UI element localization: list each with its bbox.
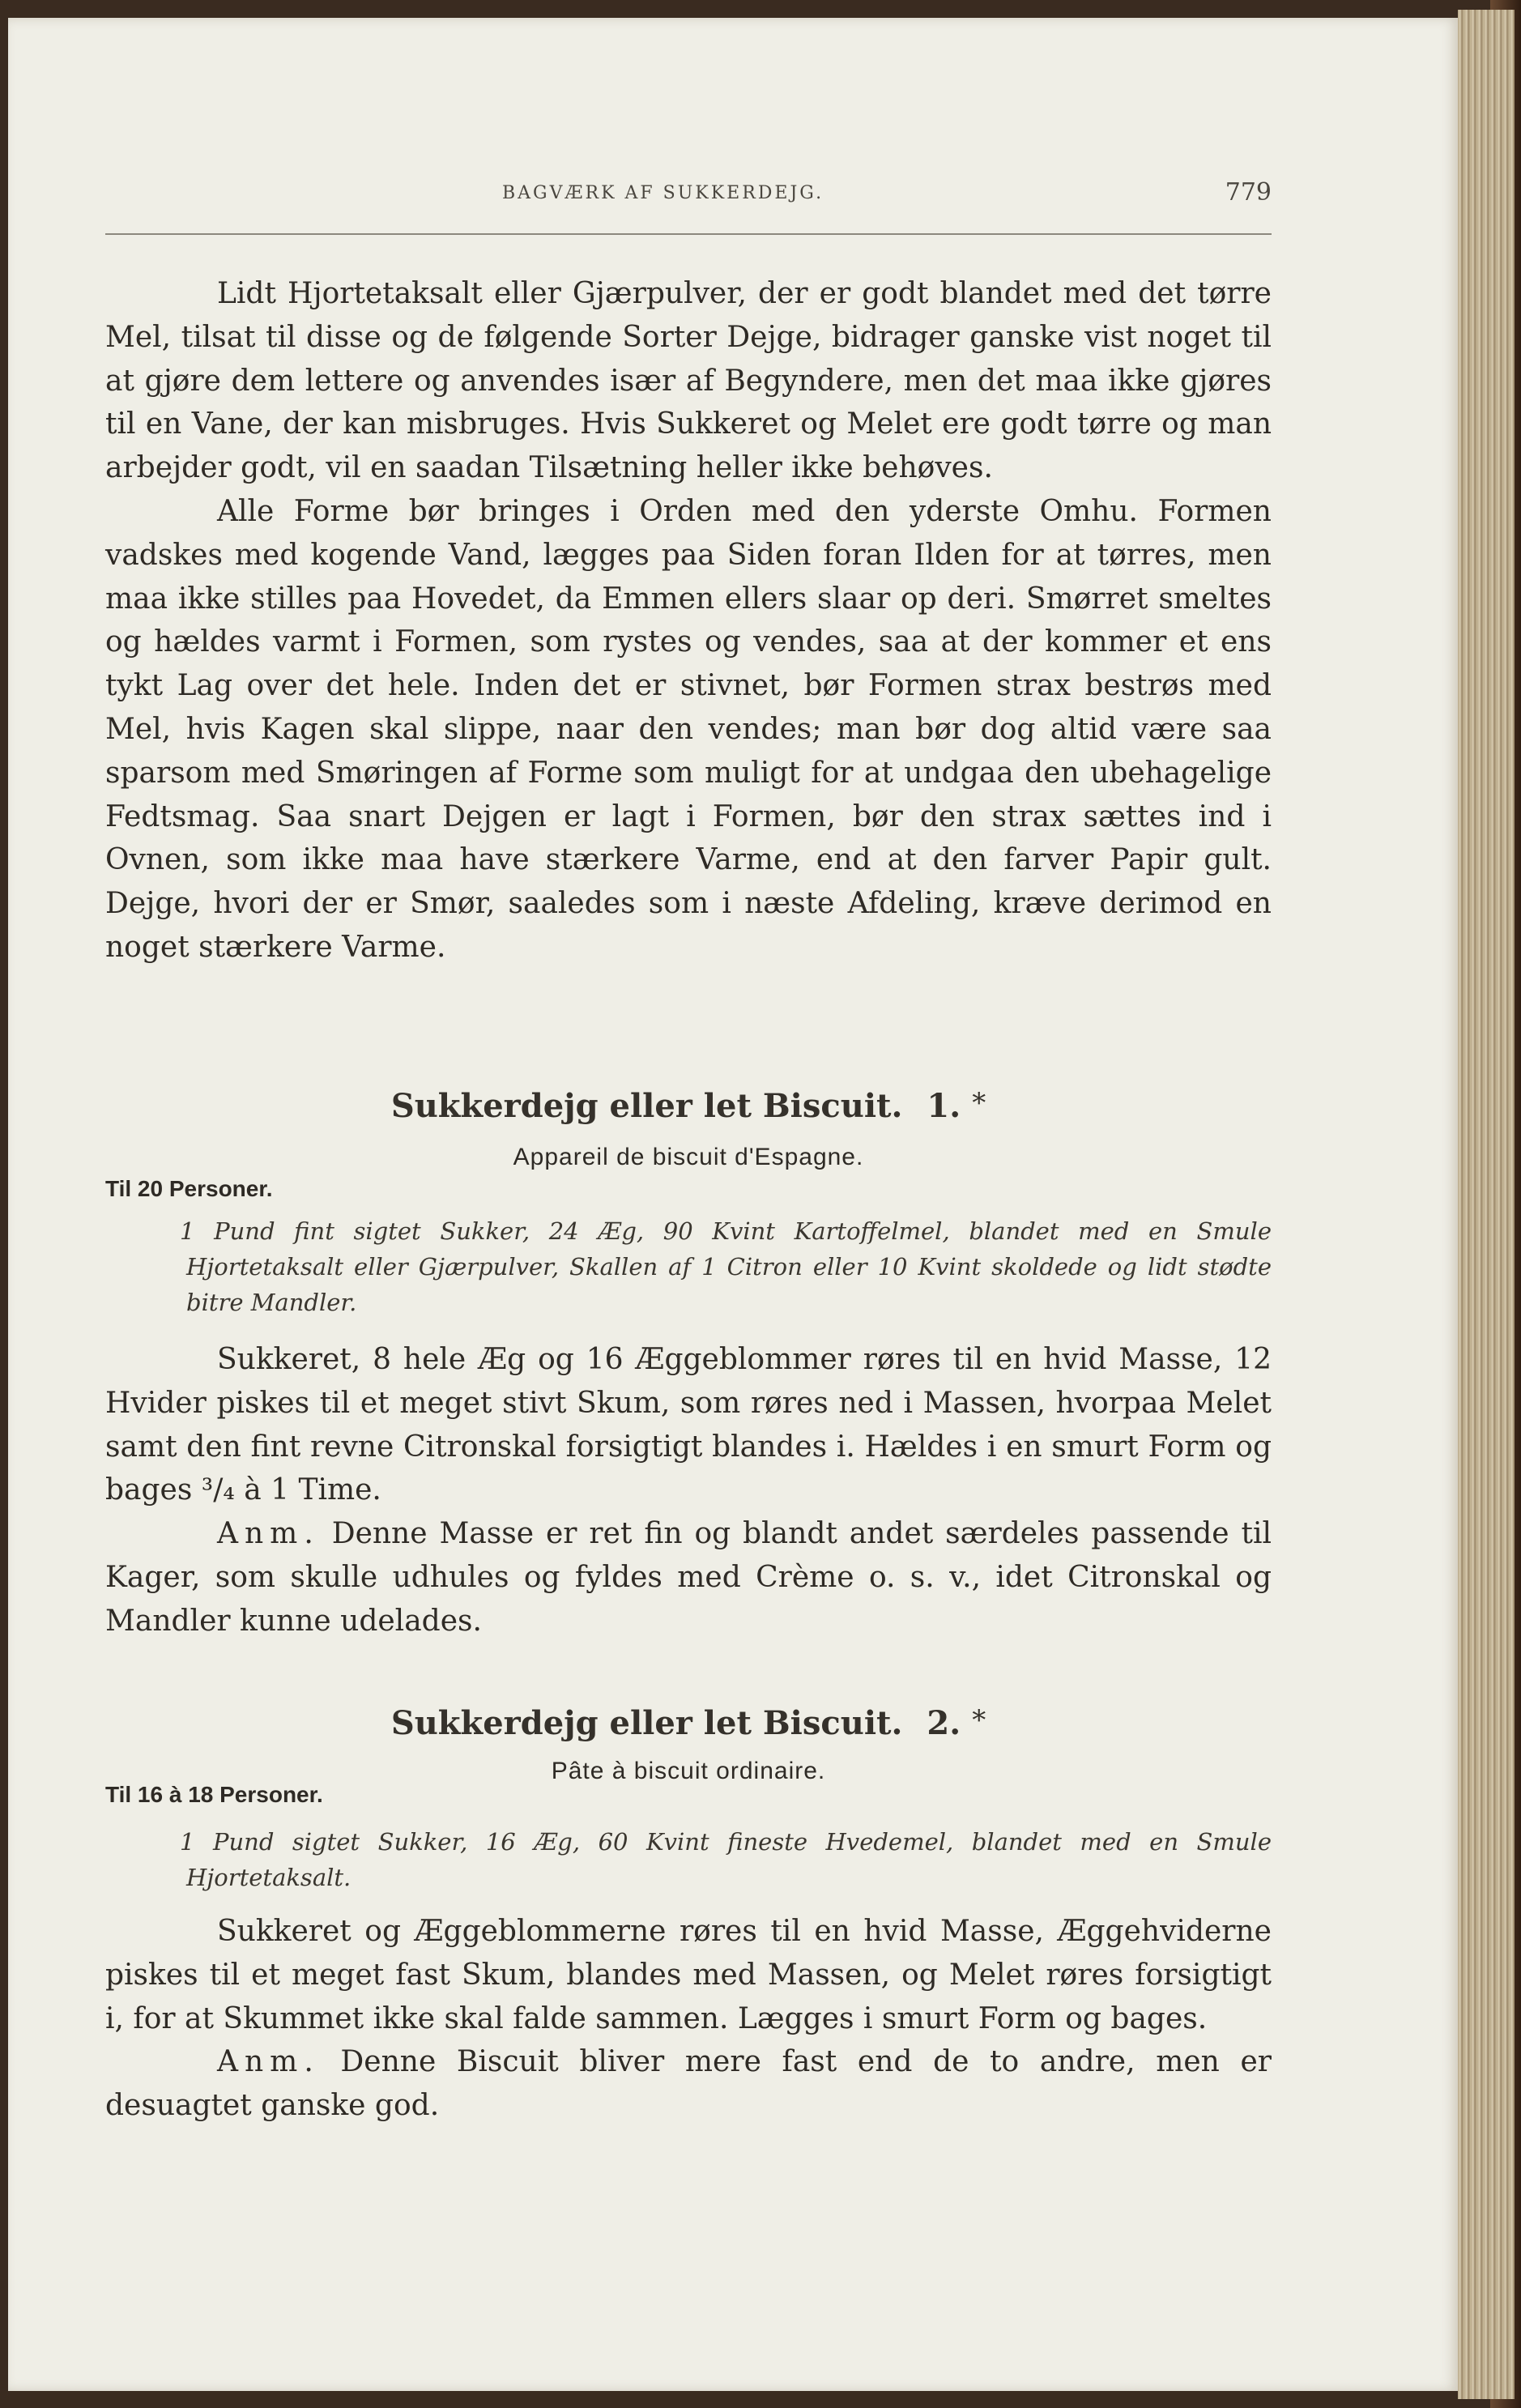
intro-paragraph-2: Alle Forme bør bringes i Orden med den yderste Omhu. Formen vadskes med kogende Vand, lægges paa Siden foran Ilden for at tørres, men maa ikke stilles paa Hovedet, da Emmen ellers slaar op deri. Smørret smeltes og hældes varmt i Formen, som rystes og vendes, saa at der kommer et ens tykt Lag over det hele. Inden det er stivnet, bør Formen strax bestrøs med Mel, hvis Kagen skal slippe, naar den vendes; man bør dog altid være saa sparsom med Smøringen af Forme som muligt for at undgaa den ubehagelige Fedtsmag. Saa snart Dejgen er lagt i Formen, bør den strax sættes ind i Ovnen, som ikke maa have stærkere Varme, end at den farver Papir gult. Dejge, hvori der er Smør, saaledes som i næste Afdeling, kræve derimod en noget stærkere Varme. xyxy=(105,494,1272,964)
running-head: BAGVÆRK AF SUKKERDEJG. xyxy=(502,183,824,203)
intro-text xyxy=(105,272,1272,970)
recipe-1-title-text: Sukkerdejg eller let Biscuit. xyxy=(390,1087,903,1125)
recipe-1-method-text: Sukkeret, 8 hele Æg og 16 Æggeblommer røres til en hvid Masse, 12 Hvider piskes til et meget stivt Skum, som røres ned i Massen, hvorpaa Melet samt den fint revne Citronskal forsigtigt blandes i. Hældes i en smurt Form og bages ³/₄ à 1 Time. xyxy=(105,1343,1272,1507)
recipe-2-note-label: Anm. xyxy=(217,2045,320,2079)
recipe-1-ingredients xyxy=(180,1213,1272,1320)
recipe-2-subtitle: Pâte à biscuit ordinaire. xyxy=(551,1758,826,1784)
recipe-2-title xyxy=(105,1704,1272,1742)
recipe-1-note-label: Anm. xyxy=(217,1517,320,1551)
recipe-2-note xyxy=(105,2040,1272,2128)
recipe-2-method-text: Sukkeret og Æggeblommerne røres til en hvid Masse, Æggehviderne piskes til et meget fast Skum, blandes med Massen, og Melet røres forsigtigt i, for at Skummet ikke skal falde sammen. Lægges i smurt Form og bages. xyxy=(105,1915,1272,2035)
recipe-1-method xyxy=(105,1338,1272,1643)
recipe-1-subtitle: Appareil de biscuit d'Espagne. xyxy=(513,1144,864,1170)
page-stack-edge xyxy=(1458,10,1515,2399)
recipe-2-serves: Til 16 à 18 Personer. xyxy=(105,1782,323,1807)
recipe-1-star: * xyxy=(972,1087,986,1119)
header-rule xyxy=(105,233,1272,235)
recipe-2-method xyxy=(105,1910,1272,2128)
recipe-1-ingredients-text: 1 Pund fint sigtet Sukker, 24 Æg, 90 Kvint Kartoffelmel, blandet med en Smule Hjortetaksalt eller Gjærpulver, Skallen af 1 Citron eller 10 Kvint skoldede og lidt stødte bitre Mandler. xyxy=(180,1217,1272,1316)
recipe-2-star: * xyxy=(972,1704,986,1737)
recipe-2-number: 2. xyxy=(927,1704,961,1742)
recipe-2-ingredients-text: 1 Pund sigtet Sukker, 16 Æg, 60 Kvint fineste Hvedemel, blandet med en Smule Hjortetaksalt. xyxy=(180,1828,1272,1891)
recipe-2-ingredients xyxy=(180,1824,1272,1895)
recipe-1-serves: Til 20 Personer. xyxy=(105,1176,273,1201)
recipe-1-number: 1. xyxy=(927,1087,961,1125)
page-number: 779 xyxy=(1225,178,1272,207)
recipe-1-note-text: Denne Masse er ret fin og blandt andet særdeles passende til Kager, som skulle udhules og fyldes med Crème o. s. v., idet Citronskal og Mandler kunne udelades. xyxy=(105,1517,1272,1638)
recipe-2-title-text: Sukkerdejg eller let Biscuit. xyxy=(390,1704,903,1742)
recipe-2-note-text: Denne Biscuit bliver mere fast end de to andre, men er desuagtet ganske god. xyxy=(105,2045,1272,2123)
recipe-1-title xyxy=(105,1087,1272,1125)
page-header xyxy=(105,178,1272,215)
intro-paragraph-1: Lidt Hjortetaksalt eller Gjærpulver, der er godt blandet med det tørre Mel, tilsat til disse og de følgende Sorter Dejge, bidrager ganske vist noget til at gjøre dem lettere og anvendes især af Begyndere, men det maa ikke gjøres til en Vane, der kan misbruges. Hvis Sukkeret og Melet ere godt tørre og man arbejder godt, vil en saadan Tilsætning heller ikke behøves. xyxy=(105,277,1272,485)
recipe-1-note xyxy=(105,1512,1272,1643)
